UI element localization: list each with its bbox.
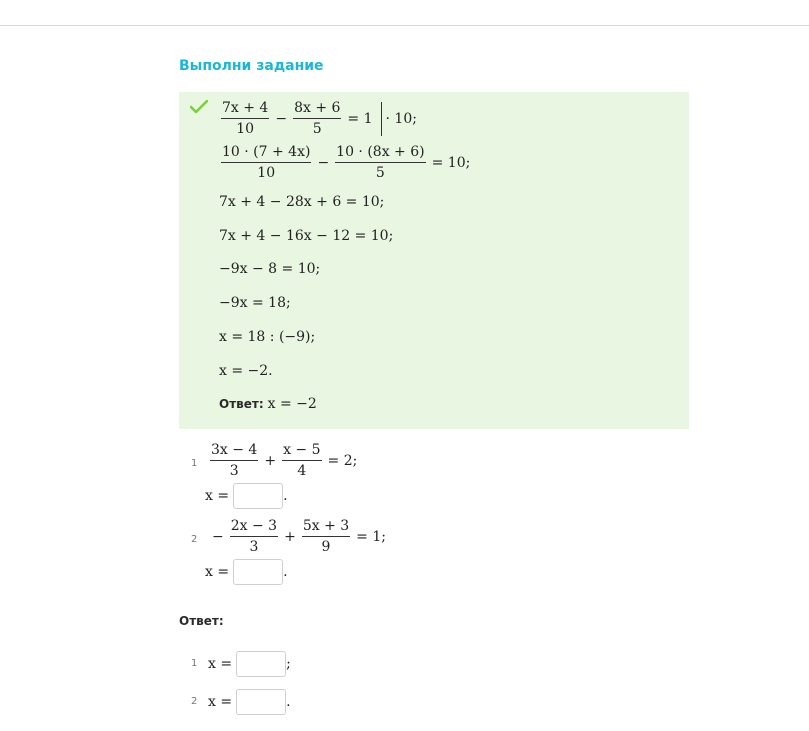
denominator: 4 — [297, 463, 307, 479]
numerator: x − 5 — [282, 442, 321, 461]
multiply-bar — [381, 102, 382, 136]
equation-tail: = 10; — [431, 154, 471, 171]
task-2-equation — [208, 518, 390, 555]
denominator: 3 — [229, 463, 239, 479]
task-1-input-row — [205, 483, 288, 509]
variable-label: x = — [205, 488, 230, 504]
operator: + — [264, 452, 277, 469]
numerator: 10 · (8x + 6) — [335, 144, 425, 163]
numerator: 10 · (7 + 4x) — [221, 144, 311, 163]
checkmark-icon — [190, 100, 208, 119]
solution-step: x = −2. — [219, 363, 273, 379]
equation-tail: = 2; — [327, 452, 358, 469]
punctuation: ; — [286, 656, 291, 672]
punctuation: . — [283, 488, 288, 504]
fraction — [300, 518, 352, 555]
fraction — [228, 518, 280, 555]
answer-1-row — [208, 651, 291, 677]
numerator: 3x − 4 — [210, 442, 258, 461]
multiply-note: · 10; — [385, 110, 417, 127]
operator: − — [275, 110, 288, 127]
punctuation: . — [283, 564, 288, 580]
denominator: 9 — [321, 539, 331, 555]
answer-value: x = −2 — [267, 396, 317, 412]
operator: + — [284, 528, 296, 545]
fraction — [219, 144, 313, 181]
task-index: 1 — [191, 458, 198, 469]
equation-tail: = 1; — [356, 528, 386, 545]
task-index: 2 — [191, 534, 198, 545]
task-1-input[interactable] — [233, 483, 283, 509]
numerator: 5x + 3 — [302, 518, 350, 537]
punctuation: . — [286, 694, 291, 710]
solution-step: −9x − 8 = 10; — [219, 261, 321, 277]
solution-answer — [219, 396, 317, 412]
fraction — [280, 442, 323, 479]
fraction — [333, 144, 427, 181]
answer-heading: Ответ: — [179, 614, 224, 628]
variable-label: x = — [205, 564, 230, 580]
top-divider — [0, 25, 809, 26]
variable-label: x = — [208, 694, 233, 710]
equals-one: = 1 — [347, 110, 373, 127]
operator: − — [317, 154, 330, 171]
task-2-input-row — [205, 559, 288, 585]
fraction — [219, 100, 271, 137]
denominator: 5 — [312, 121, 322, 137]
numerator: 2x − 3 — [230, 518, 278, 537]
leading-sign: − — [212, 528, 224, 545]
fraction — [208, 442, 260, 479]
task-title: Выполни задание — [179, 58, 324, 74]
denominator: 5 — [375, 165, 385, 181]
numerator: 7x + 4 — [221, 100, 269, 119]
denominator: 10 — [257, 165, 276, 181]
denominator: 3 — [249, 539, 259, 555]
answer-2-row — [208, 689, 291, 715]
answer-index: 1 — [191, 658, 198, 669]
solution-step: −9x = 18; — [219, 295, 291, 311]
solution-step: 7x + 4 − 28x + 6 = 10; — [219, 194, 385, 210]
solution-line-1 — [219, 100, 417, 137]
numerator: 8x + 6 — [293, 100, 341, 119]
task-1-equation — [208, 442, 361, 479]
answer-index: 2 — [191, 696, 198, 707]
task-2-input[interactable] — [233, 559, 283, 585]
denominator: 10 — [236, 121, 255, 137]
solution-step: x = 18 : (−9); — [219, 329, 316, 345]
variable-label: x = — [208, 656, 233, 672]
solution-step: 7x + 4 − 16x − 12 = 10; — [219, 228, 394, 244]
solution-line-2 — [219, 144, 474, 181]
answer-2-input[interactable] — [236, 689, 286, 715]
answer-1-input[interactable] — [236, 651, 286, 677]
answer-label: Ответ: — [219, 397, 264, 411]
fraction — [291, 100, 343, 137]
